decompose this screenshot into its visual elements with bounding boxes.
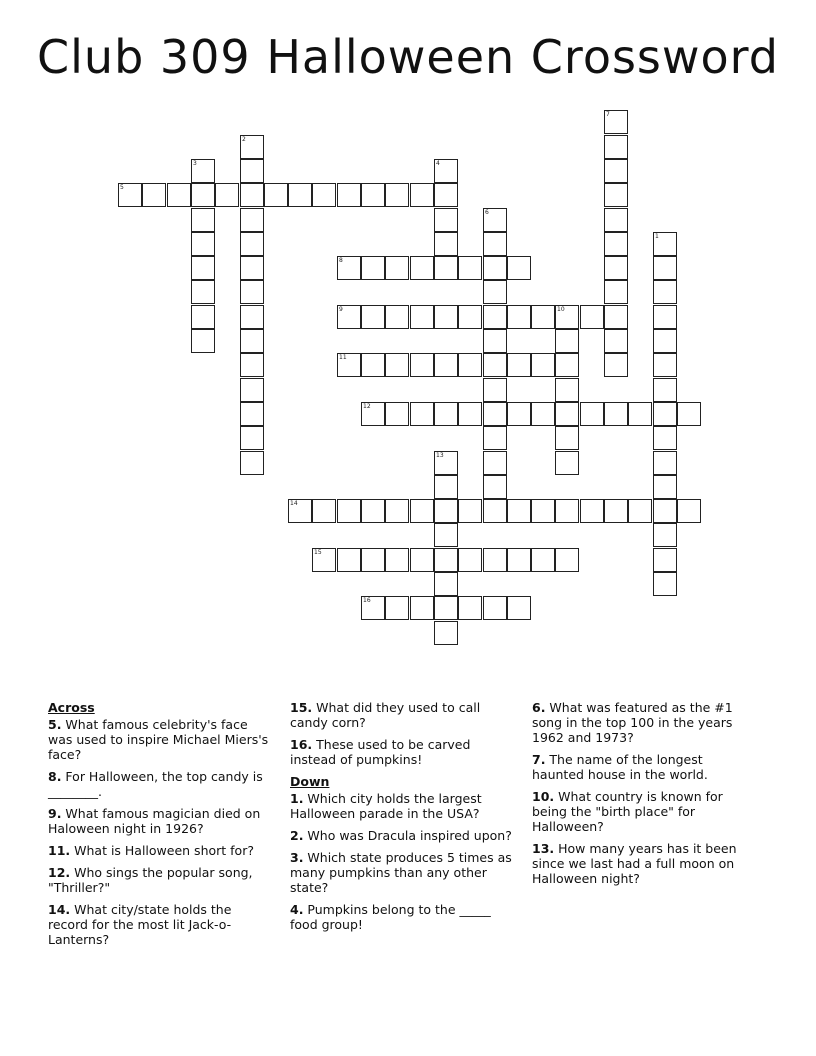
grid-cell[interactable]: [191, 280, 215, 304]
grid-cell[interactable]: [434, 499, 458, 523]
grid-cell[interactable]: [604, 305, 628, 329]
grid-cell[interactable]: [555, 402, 579, 426]
clue-number: 2.: [290, 828, 304, 843]
clue-a15: [290, 700, 520, 730]
grid-cell[interactable]: [240, 159, 264, 183]
grid-cell[interactable]: [312, 499, 336, 523]
grid-cell[interactable]: [361, 499, 385, 523]
grid-cell[interactable]: [434, 402, 458, 426]
cell-number: 13: [436, 452, 444, 459]
cell-number: 2: [242, 136, 246, 143]
grid-cell[interactable]: [434, 305, 458, 329]
grid-cell[interactable]: [653, 523, 677, 547]
grid-cell[interactable]: [240, 402, 264, 426]
grid-cell[interactable]: [240, 426, 264, 450]
clue-text: Who sings the popular song, "Thriller?": [48, 865, 253, 895]
cell-number: 11: [339, 354, 347, 361]
grid-cell[interactable]: [361, 305, 385, 329]
clue-text: Which state produces 5 times as many pumpkins than any other state?: [290, 850, 512, 895]
clue-a16: [290, 737, 520, 767]
clue-number: 16.: [290, 737, 313, 752]
grid-cell[interactable]: [264, 183, 288, 207]
grid-cell[interactable]: [507, 353, 531, 377]
grid-cell[interactable]: [604, 280, 628, 304]
grid-cell[interactable]: [240, 183, 264, 207]
clue-number: 10.: [532, 789, 555, 804]
grid-cell[interactable]: [240, 280, 264, 304]
cell-number: 8: [339, 257, 343, 264]
grid-cell[interactable]: [337, 256, 361, 280]
clue-a5: [48, 717, 270, 762]
grid-cell[interactable]: [240, 256, 264, 280]
grid-cell[interactable]: [483, 596, 507, 620]
grid-cell[interactable]: [191, 183, 215, 207]
cell-number: 9: [339, 306, 343, 313]
grid-cell[interactable]: [604, 110, 628, 134]
grid-cell[interactable]: [653, 280, 677, 304]
grid-cell[interactable]: [653, 451, 677, 475]
grid-cell[interactable]: [410, 596, 434, 620]
clue-d7: [532, 752, 754, 782]
clue-d1: [290, 791, 520, 821]
grid-cell[interactable]: [628, 402, 652, 426]
grid-cell[interactable]: [240, 353, 264, 377]
grid-cell[interactable]: [410, 183, 434, 207]
grid-cell[interactable]: [507, 305, 531, 329]
grid-cell[interactable]: [288, 499, 312, 523]
grid-cell[interactable]: [385, 402, 409, 426]
grid-cell[interactable]: [483, 256, 507, 280]
grid-cell[interactable]: [531, 548, 555, 572]
grid-cell[interactable]: [385, 305, 409, 329]
grid-cell[interactable]: [434, 596, 458, 620]
grid-cell[interactable]: [240, 329, 264, 353]
grid-cell[interactable]: [434, 475, 458, 499]
grid-cell[interactable]: [361, 548, 385, 572]
clue-d10: [532, 789, 754, 834]
grid-cell[interactable]: [677, 499, 701, 523]
clues-column-3: [532, 700, 754, 893]
grid-cell[interactable]: [555, 548, 579, 572]
cell-number: 6: [485, 209, 489, 216]
clue-text: What is Halloween short for?: [70, 843, 254, 858]
clue-d3: [290, 850, 520, 895]
clue-number: 5.: [48, 717, 62, 732]
clue-number: 9.: [48, 806, 62, 821]
grid-cell[interactable]: [458, 499, 482, 523]
grid-cell[interactable]: [555, 426, 579, 450]
grid-cell[interactable]: [410, 499, 434, 523]
grid-cell[interactable]: [580, 499, 604, 523]
grid-cell[interactable]: [507, 596, 531, 620]
grid-cell[interactable]: [483, 280, 507, 304]
grid-cell[interactable]: [458, 596, 482, 620]
grid-cell[interactable]: [458, 256, 482, 280]
clue-text: What did they used to call candy corn?: [290, 700, 481, 730]
cell-number: 4: [436, 160, 440, 167]
grid-cell[interactable]: [483, 475, 507, 499]
clue-d13: [532, 841, 754, 886]
grid-cell[interactable]: [434, 353, 458, 377]
clue-text: These used to be carved instead of pumpkins!: [290, 737, 471, 767]
grid-cell[interactable]: [167, 183, 191, 207]
clue-number: 14.: [48, 902, 71, 917]
grid-cell[interactable]: [361, 596, 385, 620]
clue-a8: [48, 769, 270, 799]
grid-cell[interactable]: [240, 378, 264, 402]
grid-cell[interactable]: [458, 353, 482, 377]
clue-d4: [290, 902, 520, 932]
clue-number: 7.: [532, 752, 546, 767]
across-heading: Across: [48, 700, 95, 715]
clue-text: What famous celebrity's face was used to inspire Michael Miers's face?: [48, 717, 269, 762]
grid-cell[interactable]: [507, 256, 531, 280]
grid-cell[interactable]: [240, 232, 264, 256]
cell-number: 16: [363, 597, 371, 604]
grid-cell[interactable]: [653, 353, 677, 377]
grid-cell[interactable]: [385, 548, 409, 572]
grid-cell[interactable]: [531, 402, 555, 426]
clue-number: 12.: [48, 865, 71, 880]
grid-cell[interactable]: [385, 353, 409, 377]
grid-cell[interactable]: [410, 305, 434, 329]
grid-cell[interactable]: [434, 183, 458, 207]
grid-cell[interactable]: [385, 256, 409, 280]
grid-cell[interactable]: [555, 329, 579, 353]
grid-cell[interactable]: [507, 402, 531, 426]
cell-number: 14: [290, 500, 298, 507]
grid-cell[interactable]: [580, 305, 604, 329]
clue-d2: [290, 828, 520, 843]
grid-cell[interactable]: [434, 208, 458, 232]
grid-cell[interactable]: [361, 183, 385, 207]
grid-cell[interactable]: [653, 499, 677, 523]
grid-cell[interactable]: [653, 475, 677, 499]
grid-cell[interactable]: [312, 548, 336, 572]
clue-text: What country is known for being the "birth place" for Halloween?: [532, 789, 723, 834]
grid-cell[interactable]: [483, 329, 507, 353]
grid-cell[interactable]: [483, 451, 507, 475]
grid-cell[interactable]: [191, 159, 215, 183]
grid-cell[interactable]: [507, 499, 531, 523]
clue-number: 4.: [290, 902, 304, 917]
grid-cell[interactable]: [361, 256, 385, 280]
grid-cell[interactable]: [410, 353, 434, 377]
grid-cell[interactable]: [555, 353, 579, 377]
cell-number: 3: [193, 160, 197, 167]
grid-cell[interactable]: [555, 499, 579, 523]
grid-cell[interactable]: [434, 256, 458, 280]
clue-text: What city/state holds the record for the most lit Jack-o-Lanterns?: [48, 902, 232, 947]
grid-cell[interactable]: [312, 183, 336, 207]
grid-cell[interactable]: [191, 256, 215, 280]
grid-cell[interactable]: [240, 135, 264, 159]
grid-cell[interactable]: [653, 402, 677, 426]
cell-number: 15: [314, 549, 322, 556]
grid-cell[interactable]: [458, 548, 482, 572]
grid-cell[interactable]: [483, 232, 507, 256]
clues-column-1: [48, 700, 270, 954]
clue-number: 15.: [290, 700, 313, 715]
clue-number: 13.: [532, 841, 555, 856]
clue-text: Pumpkins belong to the _____ food group!: [290, 902, 491, 932]
clue-a11: [48, 843, 270, 858]
clue-text: Which city holds the largest Halloween parade in the USA?: [290, 791, 482, 821]
grid-cell[interactable]: [385, 499, 409, 523]
clue-number: 1.: [290, 791, 304, 806]
grid-cell[interactable]: [555, 305, 579, 329]
grid-cell[interactable]: [483, 378, 507, 402]
grid-cell[interactable]: [604, 353, 628, 377]
grid-cell[interactable]: [653, 256, 677, 280]
grid-cell[interactable]: [288, 183, 312, 207]
grid-cell[interactable]: [580, 402, 604, 426]
grid-cell[interactable]: [191, 329, 215, 353]
grid-cell[interactable]: [677, 402, 701, 426]
grid-cell[interactable]: [483, 499, 507, 523]
grid-cell[interactable]: [240, 305, 264, 329]
grid-cell[interactable]: [410, 256, 434, 280]
grid-cell[interactable]: [434, 232, 458, 256]
grid-cell[interactable]: [653, 305, 677, 329]
grid-cell[interactable]: [361, 402, 385, 426]
cell-number: 12: [363, 403, 371, 410]
grid-cell[interactable]: [531, 305, 555, 329]
grid-cell[interactable]: [604, 402, 628, 426]
grid-cell[interactable]: [653, 232, 677, 256]
clue-text: Who was Dracula inspired upon?: [303, 828, 512, 843]
cell-number: 5: [120, 184, 124, 191]
clue-text: How many years has it been since we last had a full moon on Halloween night?: [532, 841, 737, 886]
grid-cell[interactable]: [385, 596, 409, 620]
grid-cell[interactable]: [240, 451, 264, 475]
grid-cell[interactable]: [434, 548, 458, 572]
grid-cell[interactable]: [434, 451, 458, 475]
grid-cell[interactable]: [483, 208, 507, 232]
grid-cell[interactable]: [142, 183, 166, 207]
grid-cell[interactable]: [215, 183, 239, 207]
grid-cell[interactable]: [483, 402, 507, 426]
grid-cell[interactable]: [604, 329, 628, 353]
clue-a9: [48, 806, 270, 836]
grid-cell[interactable]: [555, 451, 579, 475]
grid-cell[interactable]: [555, 378, 579, 402]
grid-cell[interactable]: [604, 183, 628, 207]
grid-cell[interactable]: [483, 548, 507, 572]
grid-cell[interactable]: [434, 572, 458, 596]
grid-cell[interactable]: [337, 353, 361, 377]
grid-cell[interactable]: [240, 208, 264, 232]
cell-number: 10: [557, 306, 565, 313]
clue-text: For Halloween, the top candy is ________.: [48, 769, 263, 799]
grid-cell[interactable]: [118, 183, 142, 207]
clue-text: What famous magician died on Haloween night in 1926?: [48, 806, 261, 836]
grid-cell[interactable]: [604, 208, 628, 232]
grid-cell[interactable]: [191, 305, 215, 329]
clue-number: 6.: [532, 700, 546, 715]
clue-a14: [48, 902, 270, 947]
cell-number: 7: [606, 111, 610, 118]
grid-cell[interactable]: [361, 353, 385, 377]
grid-cell[interactable]: [531, 353, 555, 377]
grid-cell[interactable]: [653, 572, 677, 596]
grid-cell[interactable]: [337, 548, 361, 572]
down-heading: Down: [290, 774, 330, 789]
grid-cell[interactable]: [507, 548, 531, 572]
grid-cell[interactable]: [385, 183, 409, 207]
grid-cell[interactable]: [604, 159, 628, 183]
grid-cell[interactable]: [337, 499, 361, 523]
grid-cell[interactable]: [653, 426, 677, 450]
grid-cell[interactable]: [604, 499, 628, 523]
clue-d6: [532, 700, 754, 745]
page-title: Club 309 Halloween Crossword: [37, 30, 779, 84]
grid-cell[interactable]: [434, 523, 458, 547]
clue-number: 11.: [48, 843, 71, 858]
grid-cell[interactable]: [653, 378, 677, 402]
grid-cell[interactable]: [410, 548, 434, 572]
grid-cell[interactable]: [434, 621, 458, 645]
clue-text: The name of the longest haunted house in the world.: [532, 752, 708, 782]
grid-cell[interactable]: [653, 329, 677, 353]
clue-a12: [48, 865, 270, 895]
grid-cell[interactable]: [531, 499, 555, 523]
grid-cell[interactable]: [337, 305, 361, 329]
grid-cell[interactable]: [191, 232, 215, 256]
grid-cell[interactable]: [483, 353, 507, 377]
grid-cell[interactable]: [604, 135, 628, 159]
grid-cell[interactable]: [337, 183, 361, 207]
grid-cell[interactable]: [483, 305, 507, 329]
clue-number: 8.: [48, 769, 62, 784]
grid-cell[interactable]: [604, 232, 628, 256]
grid-cell[interactable]: [653, 548, 677, 572]
clues-column-2: [290, 700, 520, 939]
grid-cell[interactable]: [628, 499, 652, 523]
grid-cell[interactable]: [191, 208, 215, 232]
grid-cell[interactable]: [483, 426, 507, 450]
clue-text: What was featured as the #1 song in the top 100 in the years 1962 and 1973?: [532, 700, 733, 745]
cell-number: 1: [655, 233, 659, 240]
grid-cell[interactable]: [458, 305, 482, 329]
grid-cell[interactable]: [604, 256, 628, 280]
grid-cell[interactable]: [410, 402, 434, 426]
grid-cell[interactable]: [458, 402, 482, 426]
clue-number: 3.: [290, 850, 304, 865]
grid-cell[interactable]: [434, 159, 458, 183]
